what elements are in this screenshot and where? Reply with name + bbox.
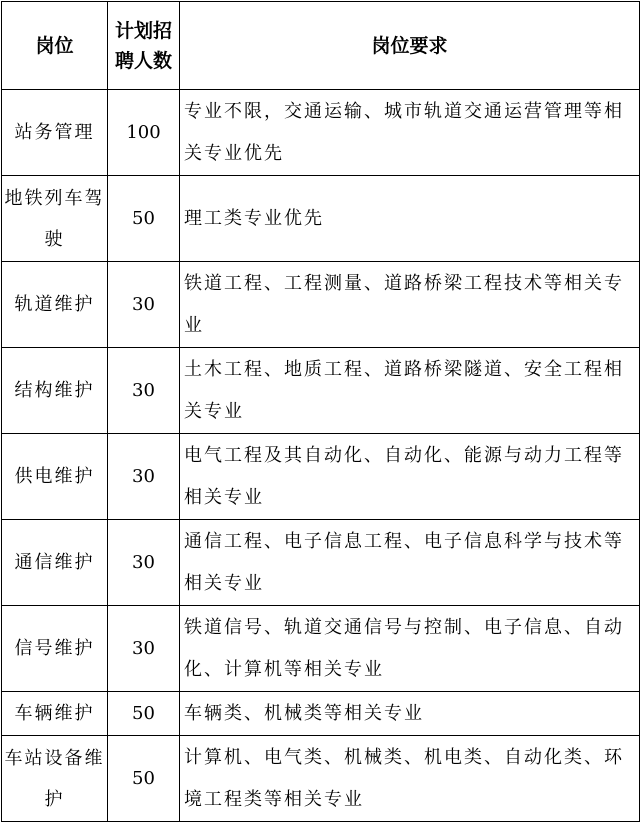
requirement-cell: 电气工程及其自动化、自动化、能源与动力工程等相关专业	[180, 434, 640, 520]
recruitment-table	[1, 1, 640, 822]
table-row	[2, 606, 640, 692]
position-cell: 地铁列车驾驶	[2, 176, 108, 262]
count-cell: 100	[108, 90, 180, 176]
count-cell: 50	[108, 176, 180, 262]
count-cell: 50	[108, 736, 180, 822]
count-cell: 30	[108, 262, 180, 348]
count-cell: 30	[108, 434, 180, 520]
position-cell: 站务管理	[2, 90, 108, 176]
header-row	[2, 2, 640, 90]
requirement-cell: 铁道工程、工程测量、道路桥梁工程技术等相关专业	[180, 262, 640, 348]
requirement-cell: 铁道信号、轨道交通信号与控制、电子信息、自动化、计算机等相关专业	[180, 606, 640, 692]
header-position: 岗位	[2, 2, 108, 90]
requirement-cell: 通信工程、电子信息工程、电子信息科学与技术等相关专业	[180, 520, 640, 606]
position-cell: 信号维护	[2, 606, 108, 692]
requirement-cell: 理工类专业优先	[180, 176, 640, 262]
position-cell: 通信维护	[2, 520, 108, 606]
position-cell: 车站设备维护	[2, 736, 108, 822]
count-cell: 50	[108, 692, 180, 736]
position-cell: 供电维护	[2, 434, 108, 520]
position-cell: 结构维护	[2, 348, 108, 434]
table-row	[2, 262, 640, 348]
position-cell: 车辆维护	[2, 692, 108, 736]
header-count: 计划招聘人数	[108, 2, 180, 90]
table-row	[2, 434, 640, 520]
table-row	[2, 520, 640, 606]
header-requirement: 岗位要求	[180, 2, 640, 90]
table-row	[2, 176, 640, 262]
count-cell: 30	[108, 606, 180, 692]
table-row	[2, 348, 640, 434]
requirement-cell: 土木工程、地质工程、道路桥梁隧道、安全工程相关专业	[180, 348, 640, 434]
count-cell: 30	[108, 520, 180, 606]
table-row	[2, 736, 640, 822]
table-row	[2, 692, 640, 736]
requirement-cell: 专业不限，交通运输、城市轨道交通运营管理等相关专业优先	[180, 90, 640, 176]
requirement-cell: 车辆类、机械类等相关专业	[180, 692, 640, 736]
table-row	[2, 90, 640, 176]
requirement-cell: 计算机、电气类、机械类、机电类、自动化类、环境工程类等相关专业	[180, 736, 640, 822]
position-cell: 轨道维护	[2, 262, 108, 348]
count-cell: 30	[108, 348, 180, 434]
